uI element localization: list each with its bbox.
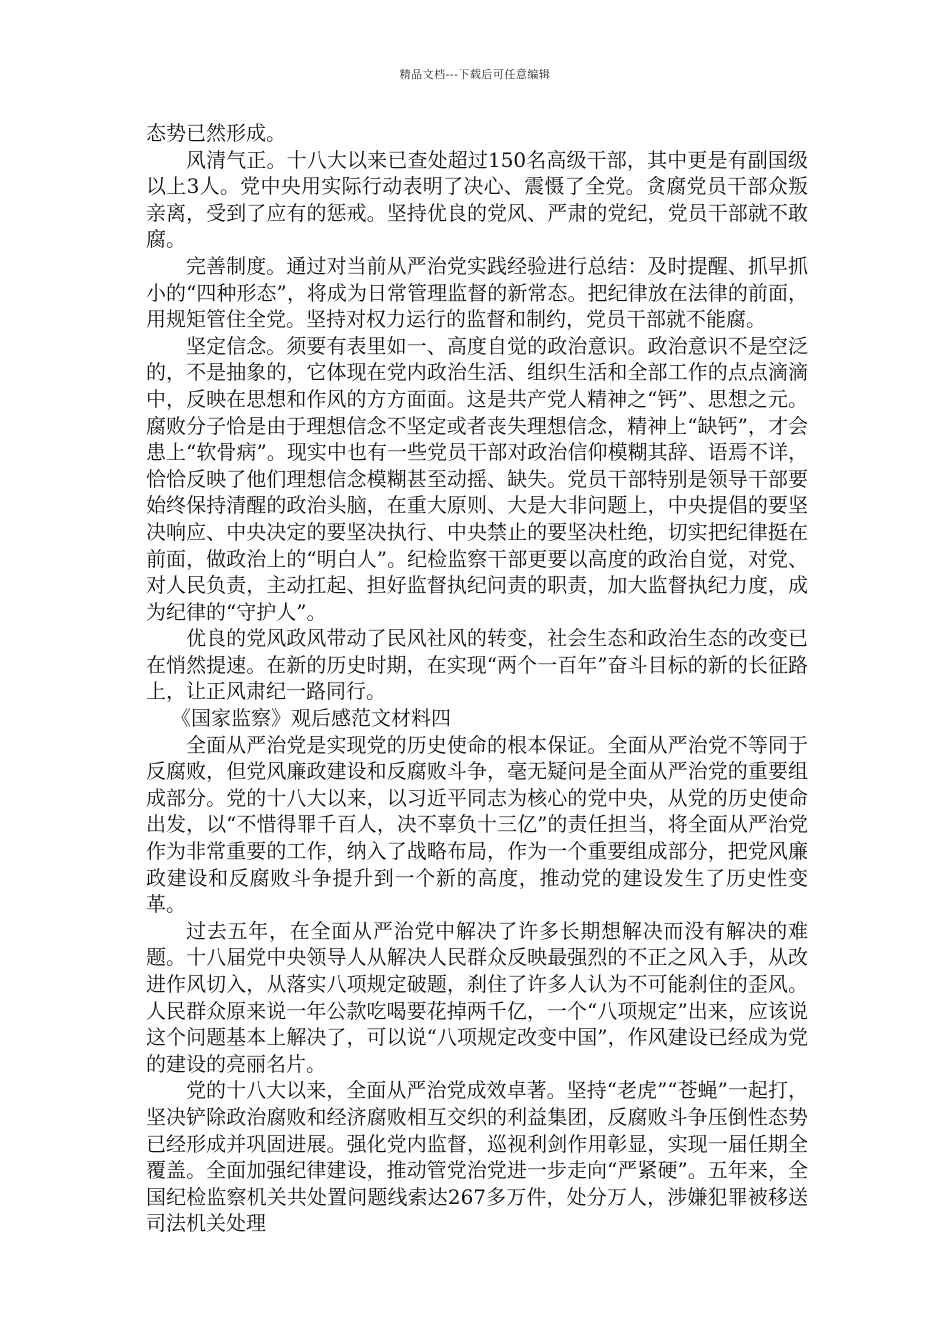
section-heading: 《国家监察》观后感范文材料四 — [171, 706, 451, 731]
paragraph: 态势已然形成。 — [146, 121, 286, 145]
paragraph: 风清气正。十八大以来已查处超过150名高级干部，其中更是有副国级以上3人。党中央用实际行动表明了决心、震慑了全党。贪腐党员干部众叛亲离，受到了应有的惩戒。坚持优良的党风、严肃的党纪，党员干部就不敢腐。 — [146, 147, 808, 252]
paragraph: 全面从严治党是实现党的历史使命的根本保证。全面从严治党不等同于反腐败，但党风廉政建设和反腐败斗争，毫无疑问是全面从严治党的重要组成部分。党的十八大以来，以习近平同志为核心的党中央，从党的历史使命出发，以“不惜得罪千百人，决不辜负十三亿”的责任担当，将全面从严治党作为非常重要的工作，纳入了战略布局，作为一个重要组成部分，把党风廉政建设和反腐败斗争提升到一个新的高度，推动党的建设发生了历史性变革。 — [146, 732, 808, 917]
paragraph: 党的十八大以来，全面从严治党成效卓著。坚持“老虎”“苍蝇”一起打，坚决铲除政治腐败和经济腐败相互交织的利益集团，反腐败斗争压倒性态势已经形成并巩固进展。强化党内监督，巡视利剑作用彰显，实现一届任期全覆盖。全面加强纪律建设，推动管党治党进一步走向“严紧硬”。五年来，全国纪检监察机关共处置问题线索达267多万件，处分万人，涉嫌犯罪被移送司法机关处理 — [146, 1078, 808, 1236]
paragraph: 坚定信念。须要有表里如一、高度自觉的政治意识。政治意识不是空泛的，不是抽象的，它体现在党内政治生活、组织生活和全部工作的点点滴滴中，反映在思想和作风的方方面面。这是共产党人精神之“钙”、思想之元。腐败分子恰是由于理想信念不坚定或者丧失理想信念，精神上“缺钙”，才会患上“软骨病”。现实中也有一些党员干部对政治信仰模糊其辞、语焉不详，恰恰反映了他们理想信念模糊甚至动摇、缺失。党员干部特别是领导干部要始终保持清醒的政治头脑，在重大原则、大是大非问题上，中央提倡的要坚决响应、中央决定的要坚决执行、中央禁止的要坚决杜绝，切实把纪律挺在前面，做政治上的“明白人”。纪检监察干部更要以高度的政治自觉，对党、对人民负责，主动扛起、担好监督执纪问责的职责，加大监督执纪力度，成为纪律的“守护人”。 — [146, 333, 808, 624]
paragraph: 完善制度。通过对当前从严治党实践经验进行总结：及时提醒、抓早抓小的“四种形态”，将成为日常管理监督的新常态。把纪律放在法律的前面，用规矩管住全党。坚持对权力运行的监督和制约，党员干部就不能腐。 — [146, 253, 808, 332]
document-body — [146, 120, 808, 1237]
page-header: 精品文档---下载后可任意编辑 — [399, 68, 551, 81]
paragraph: 过去五年，在全面从严治党中解决了许多长期想解决而没有解决的难题。十八届党中央领导人从解决人民群众反映最强烈的不正之风入手，从改进作风切入，从落实八项规定破题，刹住了许多人认为不可能刹住的歪风。人民群众原来说一年公款吃喝要花掉两千亿，一个“八项规定”出来，应该说这个问题基本上解决了，可以说“八项规定改变中国”，作风建设已经成为党的建设的亮丽名片。 — [146, 918, 808, 1076]
paragraph: 优良的党风政风带动了民风社风的转变，社会生态和政治生态的改变已在悄然提速。在新的历史时期，在实现“两个一百年”奋斗目标的新的长征路上，让正风肃纪一路同行。 — [146, 626, 808, 704]
